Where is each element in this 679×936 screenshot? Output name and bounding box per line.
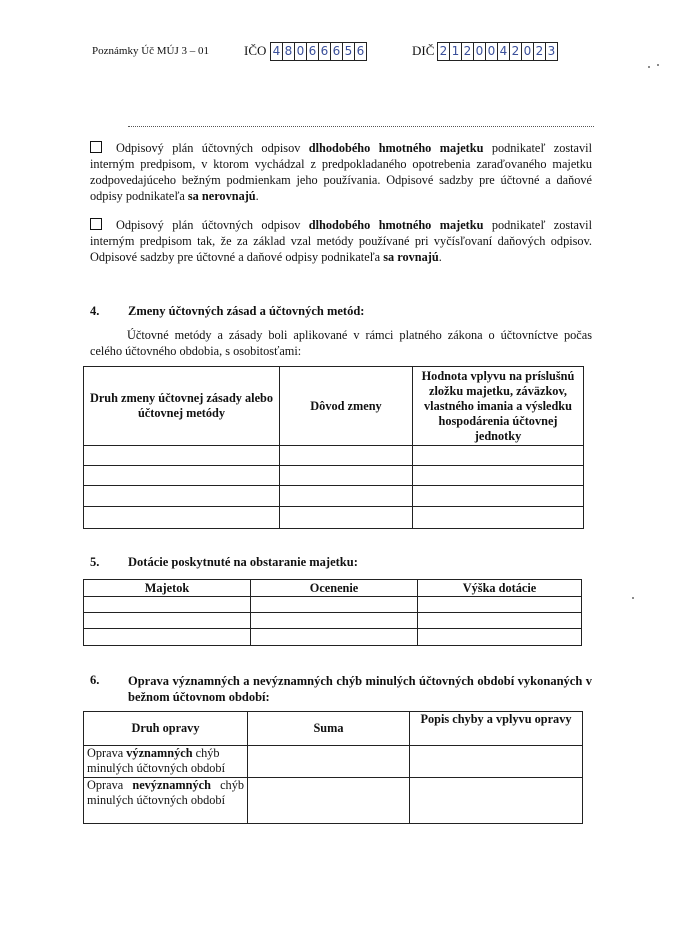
dic-label: DIČ: [412, 43, 435, 58]
ico-digit: 4: [271, 43, 283, 60]
ico-digit: 0: [295, 43, 307, 60]
table-row: [84, 613, 582, 629]
column-header: Hodnota vplyvu na príslušnú zložku majetku, záväzkov, vlastného imania a výsledku hospodárenia účtovnej jednotky: [413, 367, 584, 446]
ico-digit: 6: [319, 43, 331, 60]
dic-digit: 2: [534, 43, 546, 60]
column-header: Druh opravy: [84, 712, 248, 746]
table-row: [84, 466, 584, 486]
row-label: Oprava nevýznamných chýb minulých účtovných období: [84, 778, 248, 824]
form-title: Poznámky Úč MÚJ 3 – 01: [92, 45, 210, 57]
ico-label: IČO: [244, 43, 267, 58]
ico-digit: 5: [343, 43, 355, 60]
section-title: Oprava významných a nevýznamných chýb minulých účtovných období vykonaných v bežnom účtovnom období:: [128, 674, 592, 704]
scan-speck: [632, 597, 634, 599]
dic-digit: 2: [462, 43, 474, 60]
table-row: [84, 446, 584, 466]
table-row: [84, 507, 584, 529]
table-row: [84, 597, 582, 613]
ico-field: [270, 42, 367, 61]
dic-digit: 0: [522, 43, 534, 60]
section-intro: Účtovné metódy a zásady boli aplikované v rámci platného zákona o účtovníctve počas celého účtovného obdobia, s osobitosťami:: [90, 328, 592, 358]
column-header: Ocenenie: [251, 580, 418, 597]
scan-speck: [648, 66, 650, 68]
column-header: Dôvod zmeny: [280, 367, 413, 446]
dic-digit: 0: [486, 43, 498, 60]
section-title: Dotácie poskytnuté na obstaranie majetku:: [128, 555, 358, 569]
dic-field: [437, 42, 558, 61]
column-header: Suma: [248, 712, 410, 746]
section-number: 5.: [90, 555, 100, 569]
ico-digit: 8: [283, 43, 295, 60]
option-paragraph: Odpisový plán účtovných odpisov dlhodobého hmotného majetku podnikateľ zostavil interným predpisom, v ktorom vychádzal z predpokladaného opotrebenia zaraďovaného majetku zodpovedajúceho bežným podmienkam jeho používania. Odpisové sadzby pre účtovné a daňové odpisy podnikateľa sa nerovnajú.: [90, 141, 592, 203]
table-row: [84, 746, 583, 778]
dic-digit: 2: [438, 43, 450, 60]
ico-digit: 6: [307, 43, 319, 60]
divider: [128, 126, 594, 127]
section-number: 6.: [90, 673, 100, 687]
table-row: [84, 778, 583, 824]
scan-speck: [657, 64, 659, 66]
ico-digit: 6: [331, 43, 343, 60]
dic-digit: 1: [450, 43, 462, 60]
corrections-table: [83, 711, 583, 824]
column-header: Majetok: [84, 580, 251, 597]
dic-digit: 0: [474, 43, 486, 60]
option-checkbox[interactable]: [90, 141, 102, 153]
dic-digit: 3: [547, 44, 556, 58]
dic-digit: 2: [510, 43, 522, 60]
row-label: Oprava významných chýb minulých účtovných období: [84, 746, 248, 778]
option-paragraph: Odpisový plán účtovných odpisov dlhodobého hmotného majetku podnikateľ zostavil interným predpisom tak, že za základ vzal metódy používané pri vyčísľovaní daňových odpisov. Odpisové sadzby pre účtovné a daňové odpisy podnikateľa sa rovnajú.: [90, 218, 592, 264]
table-row: [84, 486, 584, 507]
column-header: Výška dotácie: [418, 580, 582, 597]
section-number: 4.: [90, 304, 100, 318]
grants-table: [83, 579, 582, 646]
section-title: Zmeny účtovných zásad a účtovných metód:: [128, 304, 365, 318]
ico-digit: 6: [356, 44, 365, 58]
table-row: [84, 629, 582, 646]
option-checkbox[interactable]: [90, 218, 102, 230]
column-header: Druh zmeny účtovnej zásady alebo účtovnej metódy: [84, 367, 280, 446]
dic-digit: 4: [498, 43, 510, 60]
column-header: Popis chyby a vplyvu opravy: [410, 712, 583, 746]
changes-table: [83, 366, 584, 529]
